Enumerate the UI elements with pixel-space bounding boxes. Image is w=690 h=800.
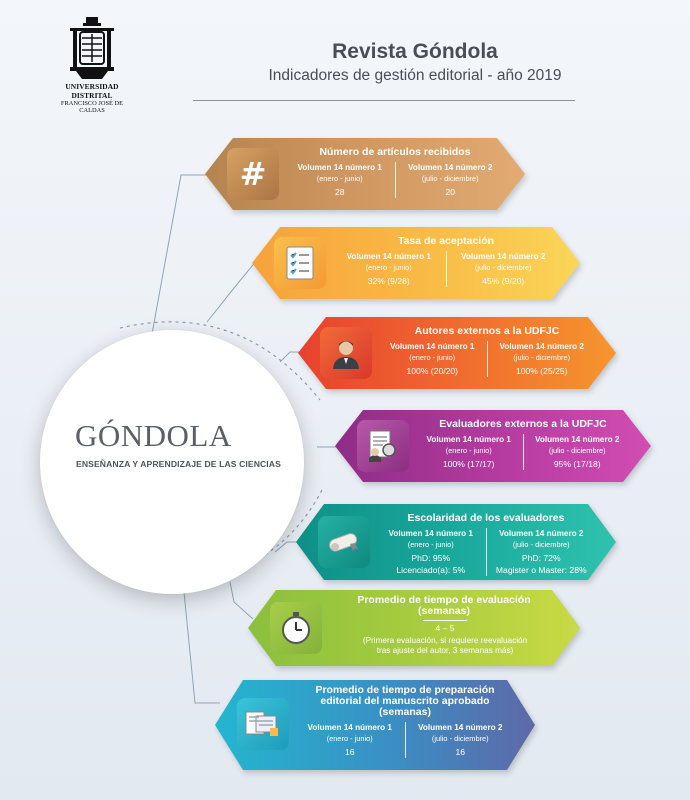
indicator-value: 45% (9/20) xyxy=(482,276,525,286)
indicator-value: 16 xyxy=(455,747,466,757)
period-label: (enero - junio) xyxy=(409,353,456,362)
checklist-icon xyxy=(274,237,326,289)
indicator-title: Tasa de aceptación xyxy=(397,235,495,247)
volume-label: Volumen 14 número 1 xyxy=(346,252,431,261)
volume-label: Volumen 14 número 2 xyxy=(499,529,584,538)
title-line-3: (semanas) xyxy=(379,706,431,718)
volume-label: Volumen 14 número 2 xyxy=(461,252,546,261)
period-label: (enero - junio) xyxy=(365,263,412,272)
evaluation-note xyxy=(328,620,562,656)
indicator-evaluation-time xyxy=(248,590,580,666)
logo-line-1: UNIVERSIDAD DISTRITAL xyxy=(65,82,119,100)
journal-name: GÓNDOLA xyxy=(75,418,232,453)
period-label: (julio - diciembre) xyxy=(512,540,570,549)
hash-icon: # xyxy=(227,148,279,200)
volume-label: Volumen 14 número 1 xyxy=(390,342,475,351)
column-vol14-n2 xyxy=(523,434,632,470)
volume-label: Volumen 14 número 2 xyxy=(418,723,503,732)
author-person-icon xyxy=(320,327,372,379)
note-line-2: tras ajuste del autor, 3 semanas más) xyxy=(376,646,514,655)
education-other: Licenciado(a): 5% xyxy=(396,565,466,575)
column-vol14-n2 xyxy=(405,722,516,758)
title-line-2: (semanas) xyxy=(418,605,470,617)
volume-label: Volumen 14 número 2 xyxy=(408,163,493,172)
period-label: (enero - junio) xyxy=(316,174,363,183)
indicator-title: Autores externos a la UDFJC xyxy=(414,325,560,337)
title-line-2: editorial del manuscrito aprobado xyxy=(320,695,490,707)
volume-label: Volumen 14 número 1 xyxy=(388,529,473,538)
indicator-external-reviewers xyxy=(335,410,651,482)
education-phd: PhD: 72% xyxy=(521,553,561,563)
indicator-value: 20 xyxy=(445,187,456,197)
indicator-external-authors xyxy=(298,317,616,389)
volume-label: Volumen 14 número 1 xyxy=(426,435,511,444)
weeks-range: 4 – 5 xyxy=(423,620,467,633)
education-other: Magister o Master: 28% xyxy=(495,565,587,575)
volume-label: Volumen 14 número 1 xyxy=(297,163,382,172)
title-line-1: Promedio de tiempo de evaluación xyxy=(357,594,531,606)
column-vol14-n2 xyxy=(486,528,597,576)
column-vol14-n1 xyxy=(332,251,446,287)
journal-tagline: ENSEÑANZA Y APRENDIZAJE DE LAS CIENCIAS xyxy=(76,459,281,469)
indicator-reviewer-education xyxy=(296,504,616,580)
period-label: (julio - diciembre) xyxy=(513,353,571,362)
period-label: (julio - diciembre) xyxy=(421,174,479,183)
column-vol14-n1 xyxy=(376,528,486,576)
period-label: (enero - junio) xyxy=(445,446,492,455)
diploma-icon xyxy=(318,516,370,568)
indicator-title: Evaluadores externos a la UDFJC xyxy=(439,418,607,430)
column-vol14-n1 xyxy=(415,434,523,470)
indicator-title: Escolaridad de los evaluadores xyxy=(407,512,565,524)
column-vol14-n2 xyxy=(395,162,506,198)
volume-label: Volumen 14 número 1 xyxy=(307,723,392,732)
column-vol14-n1 xyxy=(378,341,487,377)
period-label: (enero - junio) xyxy=(407,540,454,549)
period-label: (julio - diciembre) xyxy=(548,446,606,455)
note-line-1: (Primera evaluación, si requiere reevaluación xyxy=(362,636,528,645)
logo-line-2: FRANCISCO JOSÉ DE CALDAS xyxy=(60,100,124,114)
volume-label: Volumen 14 número 2 xyxy=(499,342,584,351)
column-vol14-n1 xyxy=(295,722,405,758)
page-title: Revista Góndola xyxy=(332,40,498,63)
column-vol14-n2 xyxy=(487,341,597,377)
reviewers-document-icon xyxy=(357,420,409,472)
indicator-acceptance-rate xyxy=(252,227,580,299)
indicator-value: 28 xyxy=(334,187,345,197)
indicator-value: 95% (17/18) xyxy=(553,459,601,469)
page-subtitle: Indicadores de gestión editorial - año 2019 xyxy=(268,67,562,84)
period-label: (enero - junio) xyxy=(326,734,373,743)
period-label: (julio - diciembre) xyxy=(431,734,489,743)
indicator-value: 100% (20/20) xyxy=(406,366,459,376)
indicator-value: 16 xyxy=(344,747,355,757)
indicator-value: 100% (25/25) xyxy=(515,366,568,376)
publishing-documents-icon xyxy=(237,698,289,750)
indicator-editorial-preparation-time xyxy=(215,680,535,770)
education-phd: PhD: 95% xyxy=(411,553,451,563)
indicator-articles-received xyxy=(205,138,525,210)
indicator-value: 100% (17/17) xyxy=(442,459,495,469)
column-vol14-n2 xyxy=(446,251,561,287)
indicator-title: Número de artículos recibidos xyxy=(319,146,471,158)
indicator-title xyxy=(328,595,560,617)
period-label: (julio - diciembre) xyxy=(474,263,532,272)
volume-label: Volumen 14 número 2 xyxy=(535,435,620,444)
column-vol14-n1 xyxy=(285,162,395,198)
indicator-value: 32% (9/28) xyxy=(367,276,410,286)
title-line-1: Promedio de tiempo de preparación xyxy=(315,684,495,696)
stopwatch-icon xyxy=(270,602,322,654)
indicator-title xyxy=(295,685,515,718)
